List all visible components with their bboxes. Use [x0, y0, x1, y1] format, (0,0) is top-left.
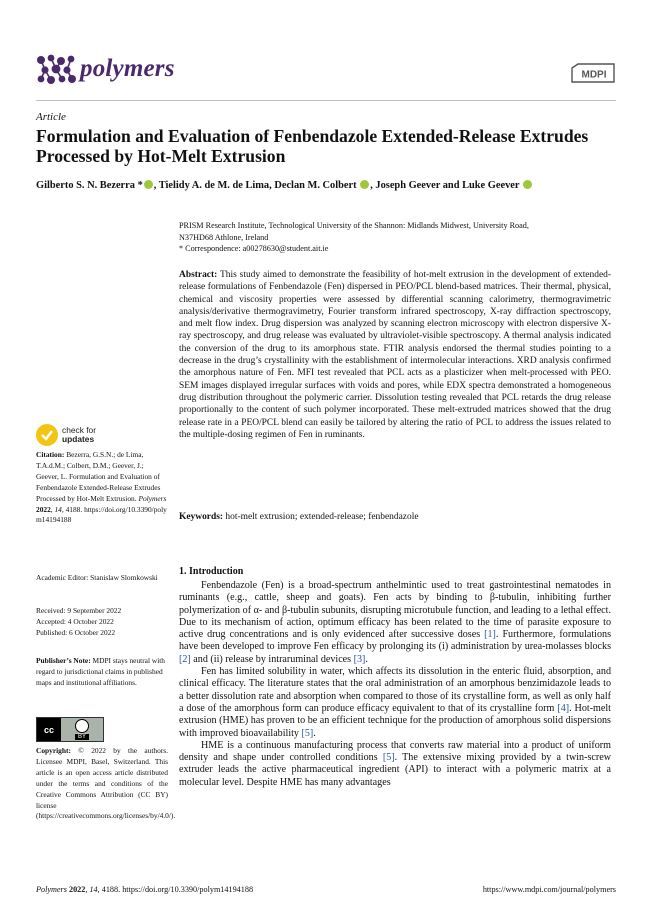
- copyright-block: [36, 746, 176, 822]
- journal-name: polymers: [80, 55, 175, 82]
- attribution-person-icon: [75, 719, 89, 733]
- citation-volume: 14: [54, 504, 62, 514]
- mdpi-logo[interactable]: [570, 62, 616, 84]
- academic-editor: Academic Editor: Stanislaw Slomkowski: [36, 573, 158, 582]
- check-updates-icon: [36, 424, 58, 446]
- footer-journal: Polymers: [36, 885, 67, 894]
- citation-label: Citation:: [36, 450, 65, 459]
- paragraph: [179, 580, 611, 666]
- section-heading: 1. Introduction: [179, 566, 244, 577]
- citation-link[interactable]: [3]: [353, 653, 366, 665]
- footer-citation: Polymers 2022, 14, 4188. https://doi.org/10.3390/polym14194188: [36, 885, 254, 894]
- accepted-date: Accepted: 4 October 2022: [36, 616, 114, 626]
- cc-by-license-badge[interactable]: [36, 717, 104, 742]
- citation-year: 2022: [36, 504, 51, 514]
- publisher-note-text: MDPI stays neutral with regard to jurisdictional claims in published maps and institutional affiliations.: [36, 656, 165, 687]
- copyright-text: © 2022 by the authors. Licensee MDPI, Basel, Switzerland. This article is an open access article distributed under the terms and conditions of the Creative Commons Attribution (CC BY) license (https://creativecommons.org/licenses/by/4.0/).: [36, 746, 176, 821]
- article-title: Formulation and Evaluation of Fenbendazole Extended-Release Extrudes Processed by Hot-Melt Extrusion: [36, 126, 589, 166]
- citation-block: Citation: Bezerra, G.S.N.; de Lima, T.A.d.M.; Colbert, D.M.; Geever, J.; Geever, L. Formulation and Evaluation of Fenbendazole Extended-Release Extrudes Processed by Hot-Melt Extrusion. Polymers 2022, 14, 4188. https://doi.org/10.3390/polym14194188: [36, 450, 167, 525]
- text-run: . Hot-melt extrusion (HME) has proven to be an efficient technique for the production of amorphous solid dispersions with improved bioavailability: [179, 702, 611, 739]
- received-date: Received: 9 September 2022: [36, 606, 122, 615]
- check-for-updates-button[interactable]: [36, 424, 96, 446]
- footer-volume: 14: [89, 885, 98, 894]
- author-bezerra[interactable]: Gilberto S. N. Bezerra *: [36, 180, 143, 191]
- abstract-label: Abstract:: [179, 270, 218, 280]
- abstract-text: This study aimed to demonstrate the feasibility of hot-melt extrusion in the development of extended-release formulations of Fenbendazole (Fen) dispersed in PEO/PCL blend-based matrices. Their thermal, physical, chemical and viscosity properties were assessed by differential scanning calorimetry, thermogravimetric analysis/derivative thermogravimetry, Fourier transform infrared spectroscopy, X-ray diffraction spectroscopy, and melt flow index. Drug dispersion was analyzed by scanning electron microscopy with electron dispersive X-ray spectroscopy, and drug release was evaluated by ultraviolet-visible spectroscopy. A thermal analysis indicated the conversion of the drug to its amorphous state. FTIR analysis endorsed the thermal studies pointing to a decrease in the drug’s crystallinity with the establishment of intermolecular interactions. XRD analysis confirmed the amorphous nature of Fen. MFI test revealed that PCL acts as a plasticizer when melt-processed with PEO. SEM images displayed irregular surfaces with voids and pores, while EDX spectra demonstrated a homogeneous drug distribution throughout the polymeric carrier. Dissolution testing revealed that PCL retards the drug release proportionally to the content of such polymer incorporated. These melt-extruded matrices showed that the drug release rate in a PEO/PCL blend can easily be tailored by altering the ratio of PCL to address the issues related to the multiple-dosing regimen of Fen in ruminants.: [179, 270, 611, 440]
- orcid-icon[interactable]: [523, 180, 532, 189]
- publisher-note-label: Publisher’s Note:: [36, 656, 91, 665]
- citation-link[interactable]: [2]: [179, 653, 191, 665]
- text-run: and (ii) release by intraruminal devices: [190, 653, 354, 665]
- author-list: [36, 180, 636, 191]
- citation-doi-link[interactable]: https://doi.org/10.3390/polym14194188: [36, 504, 167, 525]
- citation-link[interactable]: [1]: [484, 629, 496, 641]
- text-run: HME is a continuous manufacturing process that converts raw material into a product of uniform density and shape under controlled conditions: [179, 739, 611, 764]
- check-updates-line1: check for: [62, 425, 96, 435]
- cc-by-label: BY: [75, 734, 89, 740]
- mdpi-logo-text: MDPI: [581, 69, 607, 81]
- citation-text: Bezerra, G.S.N.; de Lima, T.A.d.M.; Colbert, D.M.; Geever, J.; Geever, L. Formulation and Evaluation of Fenbendazole Extended-Release Extrudes Processed by Hot-Melt Extrusion.: [36, 450, 161, 503]
- author-group-3[interactable]: , Joseph Geever and Luke Geever: [370, 180, 520, 191]
- polymers-molecule-icon: [36, 54, 76, 84]
- correspondence[interactable]: * Correspondence: a00278630@student.ait.ie: [179, 244, 329, 253]
- cc-icon: cc: [37, 718, 61, 741]
- journal-logo[interactable]: [36, 54, 175, 84]
- abstract: [179, 269, 611, 441]
- text-run: . The extensive mixing provided by a twin-screw extruder leads the active pharmaceutical ingredient (API) to interact with a polymeric matrix at a molecular level. Despite HME has many advantages: [179, 752, 611, 788]
- footer-doi[interactable]: , 4188. https://doi.org/10.3390/polym14194188: [97, 885, 254, 894]
- introduction-body: [179, 580, 611, 789]
- citation-pages: , 4188.: [61, 504, 83, 514]
- citation-link[interactable]: [5]: [301, 727, 314, 739]
- dates-block: [36, 606, 168, 639]
- text-run: .: [365, 653, 368, 665]
- header-rule: [36, 100, 616, 101]
- affiliation-line: PRISM Research Institute, Technological University of the Shannon: Midlands Midwest, University Road,: [179, 221, 529, 230]
- citation-link[interactable]: [5]: [382, 752, 395, 764]
- citation-link[interactable]: [4]: [557, 702, 570, 714]
- text-run: Fenbendazole (Fen) is a broad-spectrum anthelmintic used to treat gastrointestinal nematodes in ruminants (e.g., cattle, sheep and goats). Fen acts by binding to β-tubulin, inhibiting further polymerization of α- and β-tubulin subunits, disrupting microtubule function, and leading to a lethal effect. Due to its mechanism of action, optimum efficacy has been related to the time of parasite exposure to active drug concentrations and is only evidenced after successive doses: [179, 580, 611, 641]
- publisher-note: [36, 656, 168, 689]
- article-type: Article: [36, 111, 66, 123]
- published-date: Published: 6 October 2022: [36, 627, 116, 637]
- orcid-icon[interactable]: [144, 180, 153, 189]
- text-run: . Furthermore, formulations have been developed to improve Fen efficacy by prolonging its (i) administration by urea-molasses blocks: [179, 629, 612, 653]
- footer-year: 2022: [68, 885, 86, 894]
- text-run: .: [313, 727, 316, 739]
- footer-journal-url[interactable]: https://www.mdpi.com/journal/polymers: [482, 885, 616, 894]
- keywords: [179, 512, 611, 522]
- check-updates-line2: updates: [62, 434, 95, 444]
- text-run: Fen has limited solubility in water, which affects its dissolution in the enteric fluid, absorption, and clinical efficacy. The literature states that the oral administration of an amorphous benzimidazole leads to a better dissolution rate and absorption when compared to those of its crystalline form, as well as only half a dose of the amorphous form can produce efficacy equivalent to that of its crystalline form: [179, 666, 611, 714]
- copyright-label: Copyright:: [36, 746, 71, 755]
- keywords-label: Keywords:: [179, 512, 224, 522]
- citation-journal: Polymers: [138, 493, 167, 503]
- keywords-text: hot-melt extrusion; extended-release; fenbendazole: [225, 512, 419, 522]
- author-group-2[interactable]: , Tielidy A. de M. de Lima, Declan M. Colbert: [153, 180, 357, 191]
- paragraph: [179, 740, 611, 789]
- orcid-icon[interactable]: [360, 180, 369, 189]
- affiliation-line: N37HD68 Athlone, Ireland: [179, 232, 269, 242]
- affiliations: [179, 220, 619, 255]
- paragraph: [179, 666, 611, 740]
